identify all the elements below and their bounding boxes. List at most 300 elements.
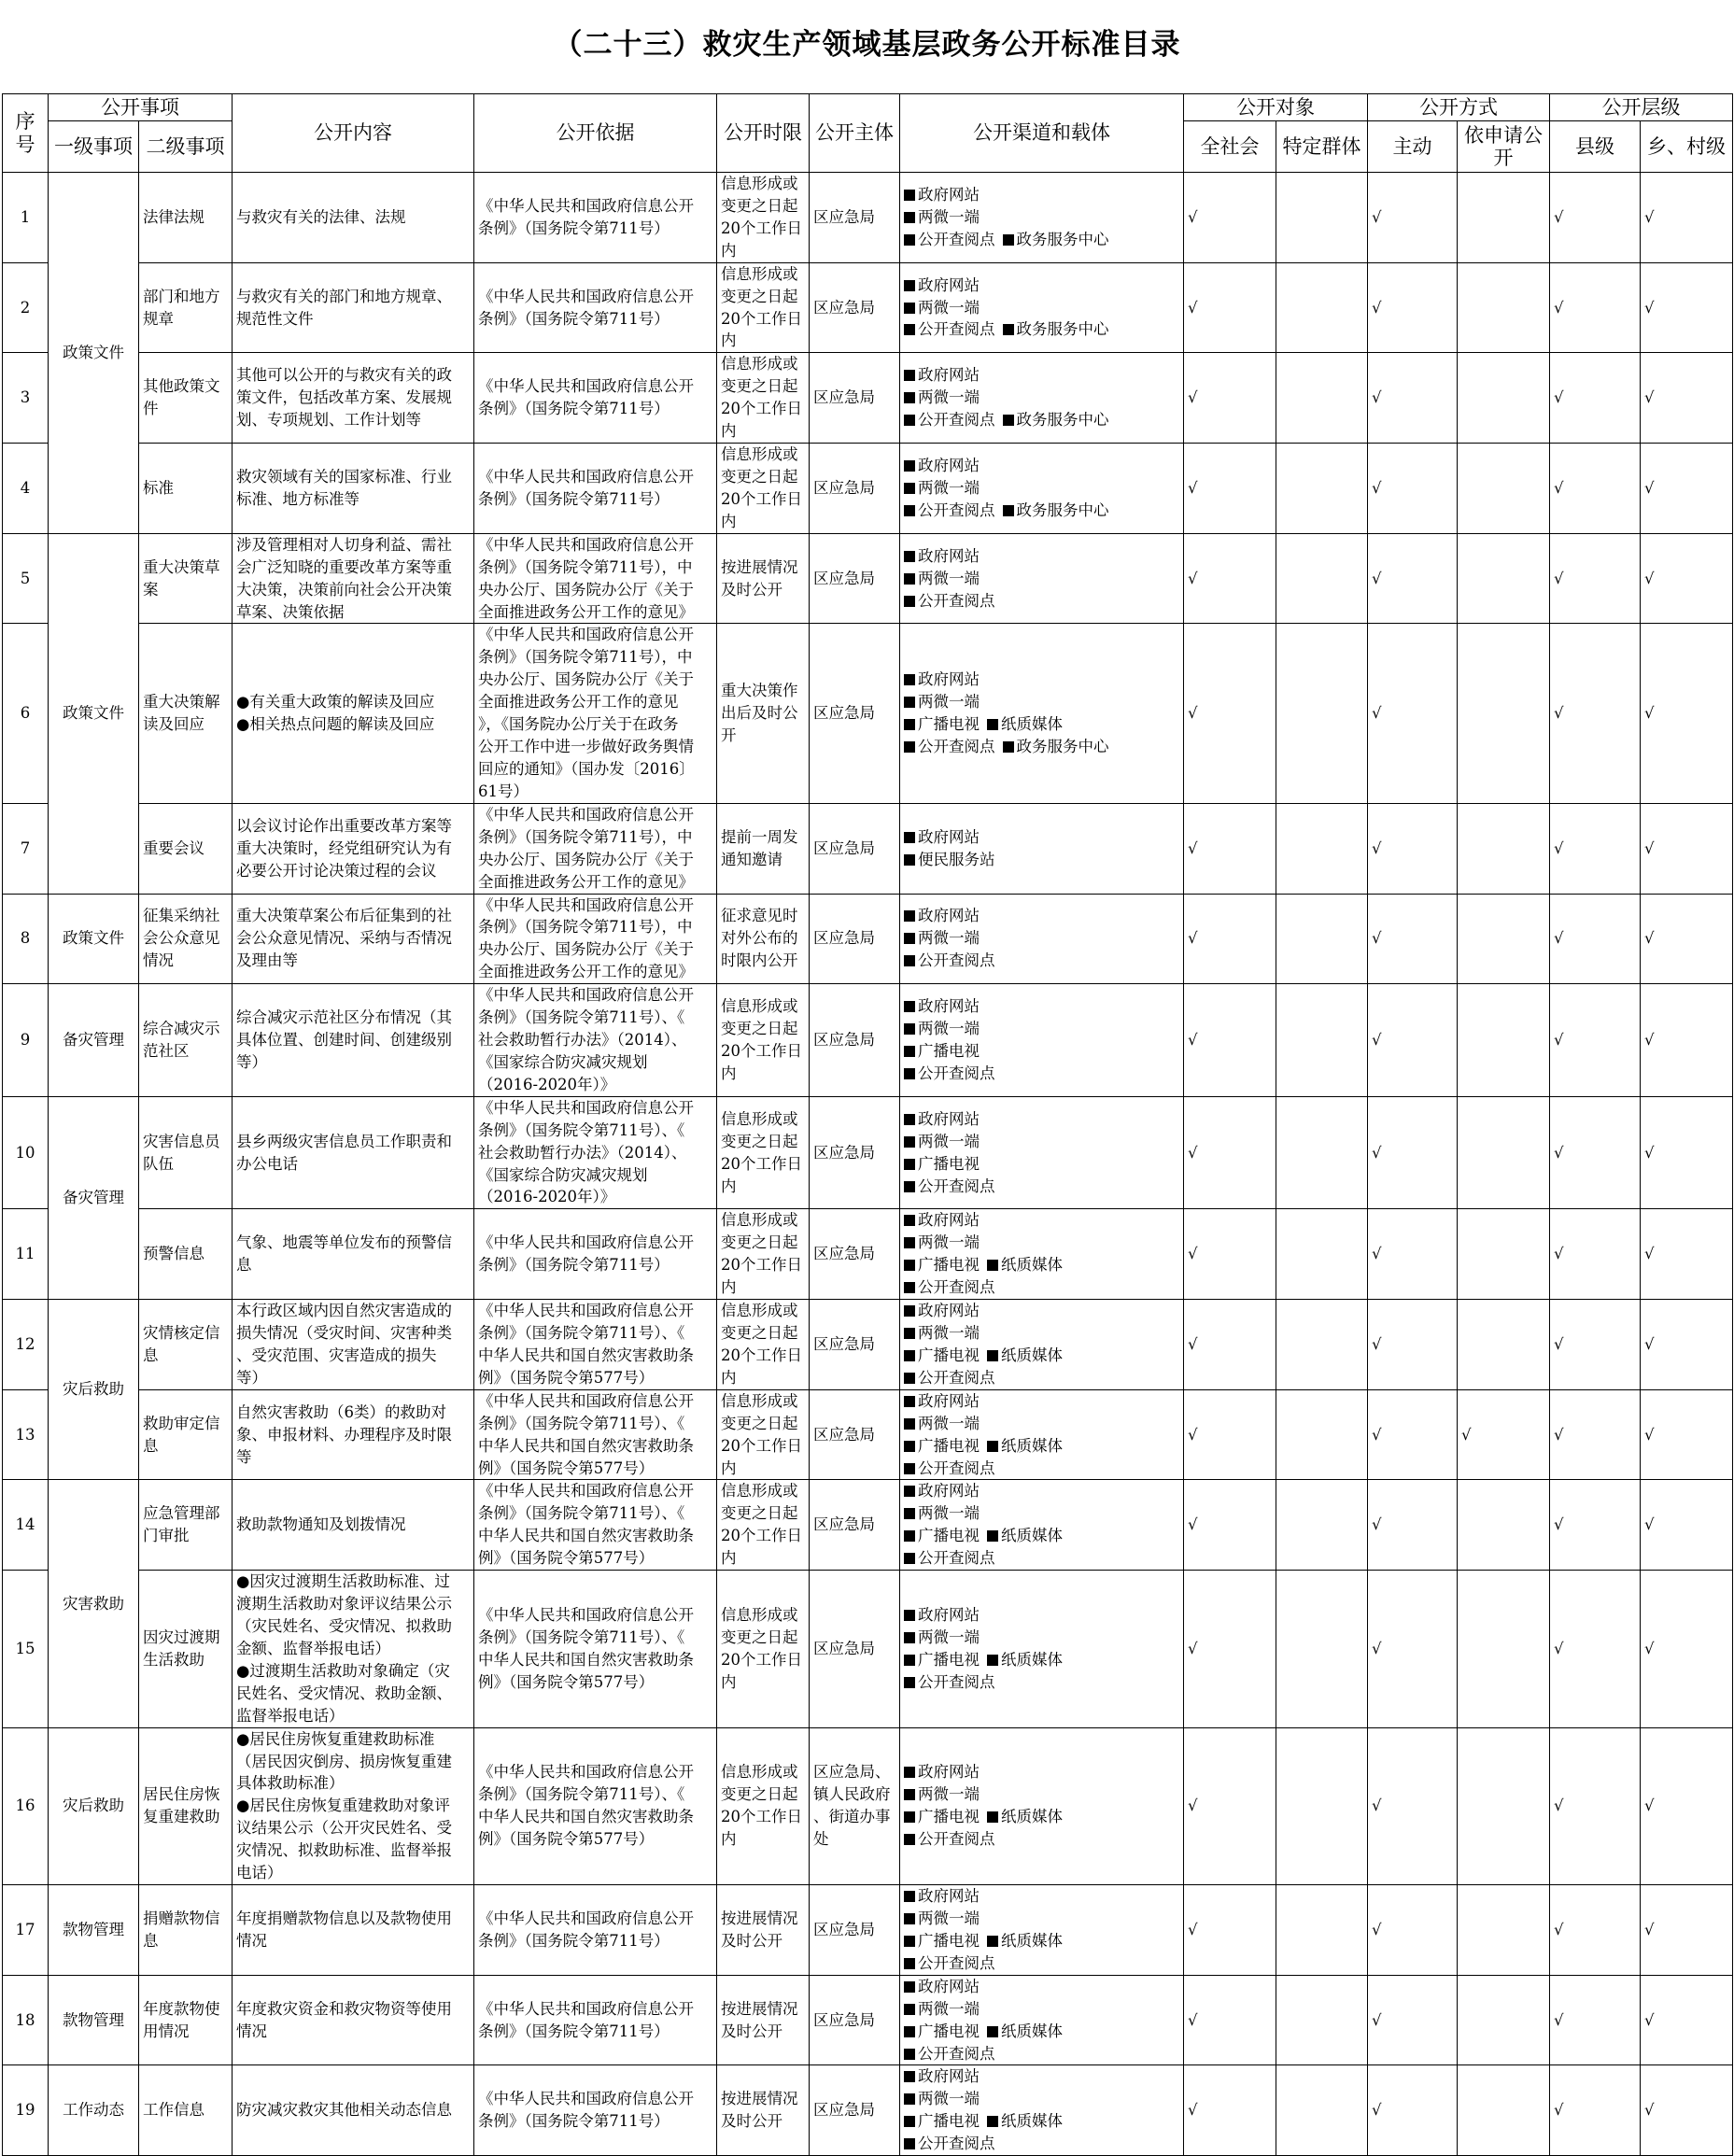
level-town-cell bbox=[1641, 1209, 1733, 1300]
level2-item-line: 案 bbox=[143, 580, 159, 599]
mode-request-cell bbox=[1458, 624, 1550, 803]
disclosure-content bbox=[233, 1885, 474, 1976]
filled-square-icon bbox=[904, 1260, 915, 1271]
filled-square-icon bbox=[904, 1530, 915, 1542]
basis-line: 例》（国务院令第577号） bbox=[478, 1458, 655, 1477]
disclosure-channels bbox=[900, 533, 1184, 624]
channel-line bbox=[904, 1209, 1179, 1232]
content-line: 等 bbox=[236, 1447, 252, 1466]
level-county-check: √ bbox=[1554, 2101, 1564, 2120]
level2-item-line: 重大决策解 bbox=[143, 693, 220, 712]
channel-line bbox=[904, 927, 1179, 950]
mode-active-cell bbox=[1368, 1300, 1458, 1390]
time-line: 信息形成或 bbox=[721, 445, 798, 464]
header-lvl-county: 县级 bbox=[1550, 121, 1641, 173]
level-county-check: √ bbox=[1554, 1639, 1564, 1657]
channel-label: 纸质媒体 bbox=[1001, 1808, 1063, 1826]
mode-active-check: √ bbox=[1372, 298, 1382, 317]
channel-label: 政府网站 bbox=[918, 670, 980, 689]
channel-label: 公开查阅点 bbox=[918, 230, 995, 248]
time-line: 20个工作日 bbox=[721, 1527, 802, 1545]
time-line: 20个工作日 bbox=[721, 1808, 802, 1826]
basis-line: 《中华人民共和国政府信息公开 bbox=[478, 986, 694, 1005]
basis-line: 例》（国务院令第577号） bbox=[478, 1830, 655, 1849]
basis-line: 全面推进政务公开工作的意见》 bbox=[478, 602, 694, 621]
disclosure-basis bbox=[474, 1209, 717, 1300]
mode-request-cell bbox=[1458, 803, 1550, 894]
level-town-cell bbox=[1641, 1389, 1733, 1480]
level-town-cell bbox=[1641, 1975, 1733, 2065]
level2-item-line: 规章 bbox=[143, 309, 174, 328]
level2-item bbox=[139, 353, 233, 444]
filled-square-icon bbox=[904, 483, 915, 494]
object-specific-cell bbox=[1276, 1300, 1368, 1390]
mode-active-cell bbox=[1368, 353, 1458, 444]
level-county-cell bbox=[1550, 1480, 1641, 1571]
mode-active-check: √ bbox=[1372, 1031, 1382, 1050]
filled-square-icon bbox=[904, 1215, 915, 1226]
channel-line bbox=[904, 1525, 1179, 1547]
filled-square-icon bbox=[1003, 234, 1014, 246]
filled-square-icon bbox=[904, 1046, 915, 1057]
basis-line: 条例》（国务院令第711号），中 bbox=[478, 648, 693, 667]
disclosure-content bbox=[233, 1096, 474, 1209]
object-specific-cell bbox=[1276, 2065, 1368, 2156]
disclosure-subject bbox=[810, 1975, 900, 2065]
level-county-check: √ bbox=[1554, 838, 1564, 857]
object-all-cell bbox=[1184, 1727, 1276, 1884]
filled-square-icon bbox=[1003, 324, 1014, 335]
level-town-check: √ bbox=[1644, 929, 1655, 948]
level-county-check: √ bbox=[1554, 1797, 1564, 1815]
channel-label: 公开查阅点 bbox=[918, 411, 995, 430]
disclosure-subject bbox=[810, 1885, 900, 1976]
mode-active-check: √ bbox=[1372, 838, 1382, 857]
channel-line bbox=[904, 1413, 1179, 1435]
level-county-cell bbox=[1550, 1975, 1641, 2065]
disclosure-time-limit bbox=[717, 894, 810, 984]
level2-item-line: 年度款物使 bbox=[143, 1999, 220, 2018]
basis-line: 条例》（国务院令第711号）、《 bbox=[478, 1785, 685, 1804]
object-specific-cell bbox=[1276, 984, 1368, 1097]
channel-label: 公开查阅点 bbox=[918, 591, 995, 610]
time-line: 变更之日起 bbox=[721, 1324, 798, 1343]
content-line: ●因灾过渡期生活救助标准、过 bbox=[236, 1572, 450, 1591]
channel-label: 纸质媒体 bbox=[1001, 1650, 1063, 1669]
channel-line bbox=[904, 275, 1179, 297]
level1-item: 政策文件 bbox=[49, 173, 139, 534]
subject-line: 区应急局 bbox=[813, 929, 875, 948]
level-town-cell bbox=[1641, 984, 1733, 1097]
mode-request-cell bbox=[1458, 1209, 1550, 1300]
filled-square-icon bbox=[904, 1508, 915, 1519]
time-line: 内 bbox=[721, 1177, 737, 1195]
mode-request-cell bbox=[1458, 262, 1550, 353]
time-line: 按进展情况 bbox=[721, 557, 798, 576]
level-county-check: √ bbox=[1554, 704, 1564, 723]
disclosure-channels bbox=[900, 1885, 1184, 1976]
time-line: 20个工作日 bbox=[721, 1650, 802, 1669]
channel-label: 政府网站 bbox=[918, 366, 980, 385]
object-specific-cell bbox=[1276, 353, 1368, 444]
channel-line bbox=[904, 1761, 1179, 1783]
disclosure-basis bbox=[474, 2065, 717, 2156]
content-line: 其他可以公开的与救灾有关的政 bbox=[236, 366, 452, 385]
basis-line: 《中华人民共和国政府信息公开 bbox=[478, 1233, 694, 1252]
object-all-check: √ bbox=[1188, 1245, 1198, 1263]
filled-square-icon bbox=[904, 697, 915, 708]
disclosure-channels bbox=[900, 1389, 1184, 1480]
content-line: 防灾减灾救灾其他相关动态信息 bbox=[236, 2101, 452, 2120]
level2-item-line: 读及回应 bbox=[143, 715, 204, 734]
filled-square-icon bbox=[1003, 505, 1014, 516]
disclosure-basis bbox=[474, 803, 717, 894]
subject-line: 区应急局 bbox=[813, 1334, 875, 1353]
header-no: 序号 bbox=[3, 94, 49, 173]
object-specific-cell bbox=[1276, 894, 1368, 984]
content-line: 等） bbox=[236, 1052, 267, 1071]
level2-item-line: 会公众意见 bbox=[143, 929, 220, 948]
filled-square-icon bbox=[904, 596, 915, 607]
filled-square-icon bbox=[987, 2026, 998, 2037]
header-content: 公开内容 bbox=[233, 94, 474, 173]
channel-line bbox=[904, 2110, 1179, 2133]
subject-line: 区应急局 bbox=[813, 1245, 875, 1263]
level-town-check: √ bbox=[1644, 2101, 1655, 2120]
channel-label: 广播电视 bbox=[918, 1436, 980, 1455]
level-county-check: √ bbox=[1554, 1143, 1564, 1162]
level-town-cell bbox=[1641, 353, 1733, 444]
level2-item-line: 预警信息 bbox=[143, 1245, 204, 1263]
level-county-check: √ bbox=[1554, 478, 1564, 497]
disclosure-subject bbox=[810, 1727, 900, 1884]
basis-line: 条例》（国务院令第711号） bbox=[478, 2112, 670, 2131]
filled-square-icon bbox=[904, 719, 915, 730]
filled-square-icon bbox=[904, 1237, 915, 1248]
time-line: 内 bbox=[721, 1830, 737, 1849]
level2-item-line: 工作信息 bbox=[143, 2101, 204, 2120]
channel-line bbox=[904, 1885, 1179, 1908]
disclosure-time-limit bbox=[717, 533, 810, 624]
time-line: 变更之日起 bbox=[721, 377, 798, 396]
level-county-cell bbox=[1550, 1727, 1641, 1884]
object-all-cell bbox=[1184, 984, 1276, 1097]
channel-label: 政府网站 bbox=[918, 1109, 980, 1128]
object-all-check: √ bbox=[1188, 388, 1198, 407]
header-matters: 公开事项 bbox=[49, 94, 233, 121]
level1-item: 工作动态 bbox=[49, 2065, 139, 2156]
level-county-cell bbox=[1550, 1209, 1641, 1300]
header-mode-active: 主动 bbox=[1368, 121, 1458, 173]
basis-line: （2016-2020年）》 bbox=[478, 1075, 616, 1093]
channel-line bbox=[904, 409, 1179, 431]
basis-line: 例》（国务院令第577号） bbox=[478, 1368, 655, 1387]
disclosure-channels bbox=[900, 2065, 1184, 2156]
channel-line bbox=[904, 1547, 1179, 1570]
filled-square-icon bbox=[1003, 741, 1014, 753]
level1-item: 灾后救助 bbox=[49, 1727, 139, 1884]
disclosure-subject bbox=[810, 803, 900, 894]
disclosure-content bbox=[233, 803, 474, 894]
level2-item bbox=[139, 1480, 233, 1571]
disclosure-content bbox=[233, 262, 474, 353]
disclosure-content bbox=[233, 1975, 474, 2065]
level-town-check: √ bbox=[1644, 838, 1655, 857]
level2-item bbox=[139, 984, 233, 1097]
channel-label: 政府网站 bbox=[918, 907, 980, 925]
object-all-cell bbox=[1184, 1885, 1276, 1976]
content-line: 救助款物通知及划拨情况 bbox=[236, 1515, 406, 1534]
time-line: 信息形成或 bbox=[721, 355, 798, 373]
disclosure-channels bbox=[900, 803, 1184, 894]
disclosure-basis bbox=[474, 353, 717, 444]
channel-line bbox=[904, 1176, 1179, 1198]
filled-square-icon bbox=[904, 1610, 915, 1621]
disclosure-basis bbox=[474, 984, 717, 1097]
basis-line: 央办公厅、国务院办公厅《关于 bbox=[478, 940, 694, 959]
level2-item-line: 门审批 bbox=[143, 1527, 190, 1545]
filled-square-icon bbox=[904, 2004, 915, 2015]
filled-square-icon bbox=[987, 1530, 998, 1542]
level-town-check: √ bbox=[1644, 1425, 1655, 1444]
disclosure-time-limit bbox=[717, 173, 810, 263]
filled-square-icon bbox=[904, 1350, 915, 1361]
row-number: 12 bbox=[3, 1300, 49, 1390]
level2-item-line: 息 bbox=[143, 1346, 159, 1364]
mode-request-check: √ bbox=[1461, 1425, 1472, 1444]
disclosure-subject bbox=[810, 624, 900, 803]
object-specific-cell bbox=[1276, 262, 1368, 353]
basis-line: 条例》（国务院令第711号） bbox=[478, 1256, 670, 1275]
basis-line: 条例》（国务院令第711号） bbox=[478, 2022, 670, 2040]
mode-active-cell bbox=[1368, 1480, 1458, 1571]
channel-line bbox=[904, 568, 1179, 590]
basis-line: 《中华人民共和国政府信息公开 bbox=[478, 377, 694, 396]
level2-item-line: 范社区 bbox=[143, 1041, 190, 1060]
subject-line: 区应急局 bbox=[813, 1639, 875, 1657]
basis-line: 中华人民共和国自然灾害救助条 bbox=[478, 1527, 694, 1545]
subject-line: 区应急局 bbox=[813, 298, 875, 317]
channel-label: 两微一端 bbox=[918, 1909, 980, 1927]
basis-line: 61号） bbox=[478, 782, 529, 800]
row-number: 3 bbox=[3, 353, 49, 444]
content-line: 损失情况（受灾时间、灾害种类 bbox=[236, 1324, 452, 1343]
channel-label: 两微一端 bbox=[918, 1504, 980, 1523]
filled-square-icon bbox=[904, 1981, 915, 1993]
table-row bbox=[3, 173, 1733, 263]
row-number: 18 bbox=[3, 1975, 49, 2065]
basis-line: 条例》（国务院令第711号） bbox=[478, 1931, 670, 1950]
filled-square-icon bbox=[987, 1811, 998, 1823]
basis-line: 《国家综合防灾减灾规划 bbox=[478, 1052, 648, 1071]
level-town-cell bbox=[1641, 1885, 1733, 1976]
time-line: 信息形成或 bbox=[721, 1211, 798, 1230]
filled-square-icon bbox=[987, 1350, 998, 1361]
filled-square-icon bbox=[904, 1114, 915, 1125]
time-line: 信息形成或 bbox=[721, 997, 798, 1016]
object-specific-cell bbox=[1276, 1885, 1368, 1976]
level-county-cell bbox=[1550, 533, 1641, 624]
basis-line: 《中华人民共和国政府信息公开 bbox=[478, 1763, 694, 1782]
filled-square-icon bbox=[904, 1936, 915, 1947]
content-line: 必要公开讨论决策过程的会议 bbox=[236, 861, 437, 880]
content-line: 标准、地方标准等 bbox=[236, 489, 359, 508]
content-line: ●有关重大政策的解读及回应 bbox=[236, 693, 435, 712]
filled-square-icon bbox=[904, 505, 915, 516]
level-town-cell bbox=[1641, 533, 1733, 624]
content-line: 情况 bbox=[236, 2022, 267, 2040]
level-county-cell bbox=[1550, 624, 1641, 803]
channel-line bbox=[904, 1367, 1179, 1389]
disclosure-content bbox=[233, 2065, 474, 2156]
basis-line: 》，《国务院办公厅关于在政务 bbox=[478, 715, 679, 734]
basis-line: 条例》（国务院令第711号）、《 bbox=[478, 1120, 685, 1139]
filled-square-icon bbox=[904, 573, 915, 585]
table-row bbox=[3, 262, 1733, 353]
content-line: 情况 bbox=[236, 1931, 267, 1950]
level2-item bbox=[139, 1096, 233, 1209]
level-town-check: √ bbox=[1644, 388, 1655, 407]
time-line: 20个工作日 bbox=[721, 309, 802, 328]
basis-line: 《中华人民共和国政府信息公开 bbox=[478, 1606, 694, 1625]
level2-item bbox=[139, 1727, 233, 1884]
level2-item-line: 灾情核定信 bbox=[143, 1324, 220, 1343]
level-county-cell bbox=[1550, 1571, 1641, 1727]
channel-label: 广播电视 bbox=[918, 1650, 980, 1669]
mode-request-cell bbox=[1458, 1096, 1550, 1209]
disclosure-basis bbox=[474, 624, 717, 803]
table-row bbox=[3, 1300, 1733, 1390]
channel-label: 政府网站 bbox=[918, 457, 980, 475]
channel-label: 政务服务中心 bbox=[1016, 738, 1109, 756]
header-obj-specific: 特定群体 bbox=[1276, 121, 1368, 173]
channel-label: 广播电视 bbox=[918, 2112, 980, 2131]
mode-active-check: √ bbox=[1372, 2010, 1382, 2029]
channel-label: 纸质媒体 bbox=[1001, 1346, 1063, 1364]
mode-active-check: √ bbox=[1372, 388, 1382, 407]
filled-square-icon bbox=[904, 2026, 915, 2037]
channel-label: 纸质媒体 bbox=[1001, 715, 1063, 734]
channel-label: 广播电视 bbox=[918, 1154, 980, 1173]
mode-request-cell bbox=[1458, 1480, 1550, 1571]
channel-label: 纸质媒体 bbox=[1001, 2022, 1063, 2040]
disclosure-basis bbox=[474, 1300, 717, 1390]
channel-line bbox=[904, 545, 1179, 568]
object-all-check: √ bbox=[1188, 1143, 1198, 1162]
disclosure-channels bbox=[900, 1975, 1184, 2065]
basis-line: 条例》（国务院令第711号） bbox=[478, 489, 670, 508]
level1-item: 政策文件 bbox=[49, 533, 139, 894]
object-specific-cell bbox=[1276, 624, 1368, 803]
header-subject: 公开主体 bbox=[810, 94, 900, 173]
channel-line bbox=[904, 2065, 1179, 2088]
level-town-check: √ bbox=[1644, 298, 1655, 317]
level2-item-line: 生活救助 bbox=[143, 1650, 204, 1669]
header-time: 公开时限 bbox=[717, 94, 810, 173]
level2-item-line: 部门和地方 bbox=[143, 287, 220, 305]
channel-label: 两微一端 bbox=[918, 1233, 980, 1252]
level2-item bbox=[139, 1209, 233, 1300]
channel-line bbox=[904, 1930, 1179, 1952]
table-row bbox=[3, 894, 1733, 984]
content-line: 重大决策草案公布后征集到的社 bbox=[236, 907, 452, 925]
filled-square-icon bbox=[904, 1811, 915, 1823]
disclosure-channels bbox=[900, 444, 1184, 534]
level2-item-line: 救助审定信 bbox=[143, 1414, 220, 1432]
content-line: 与救灾有关的部门和地方规章、 bbox=[236, 287, 452, 305]
level-town-check: √ bbox=[1644, 1639, 1655, 1657]
channel-label: 两微一端 bbox=[918, 1020, 980, 1038]
disclosure-time-limit bbox=[717, 444, 810, 534]
filled-square-icon bbox=[904, 1486, 915, 1497]
channel-label: 公开查阅点 bbox=[918, 2135, 995, 2153]
filled-square-icon bbox=[904, 1305, 915, 1317]
content-line: ●居民住房恢复重建救助标准 bbox=[236, 1729, 435, 1748]
table-row bbox=[3, 1571, 1733, 1727]
filled-square-icon bbox=[904, 674, 915, 685]
level-town-cell bbox=[1641, 1571, 1733, 1727]
channel-label: 政府网站 bbox=[918, 1763, 980, 1782]
filled-square-icon bbox=[904, 212, 915, 223]
filled-square-icon bbox=[987, 719, 998, 730]
row-number: 8 bbox=[3, 894, 49, 984]
document-title: （二十三）救灾生产领域基层政务公开标准目录 bbox=[553, 28, 1181, 62]
table-row bbox=[3, 1389, 1733, 1480]
disclosure-time-limit bbox=[717, 353, 810, 444]
mode-active-cell bbox=[1368, 1975, 1458, 2065]
filled-square-icon bbox=[904, 460, 915, 472]
object-all-check: √ bbox=[1188, 478, 1198, 497]
channel-label: 两微一端 bbox=[918, 929, 980, 948]
level-county-check: √ bbox=[1554, 1515, 1564, 1534]
subject-line: 区应急局 bbox=[813, 388, 875, 407]
filled-square-icon bbox=[904, 1023, 915, 1035]
subject-line: 区应急局 bbox=[813, 2101, 875, 2120]
mode-active-check: √ bbox=[1372, 929, 1382, 948]
time-line: 内 bbox=[721, 1368, 737, 1387]
level-town-check: √ bbox=[1644, 478, 1655, 497]
mode-active-check: √ bbox=[1372, 1515, 1382, 1534]
object-all-check: √ bbox=[1188, 1031, 1198, 1050]
level2-item-line: 征集采纳社 bbox=[143, 907, 220, 925]
disclosure-basis bbox=[474, 262, 717, 353]
mode-active-cell bbox=[1368, 262, 1458, 353]
channel-label: 广播电视 bbox=[918, 1808, 980, 1826]
time-line: 开 bbox=[721, 726, 737, 745]
level-town-cell bbox=[1641, 803, 1733, 894]
time-line: 及时公开 bbox=[721, 580, 782, 599]
time-line: 20个工作日 bbox=[721, 1154, 802, 1173]
disclosure-subject bbox=[810, 262, 900, 353]
basis-line: 中华人民共和国自然灾害救助条 bbox=[478, 1650, 694, 1669]
level2-item-line: 灾害信息员 bbox=[143, 1132, 220, 1150]
channel-label: 两微一端 bbox=[918, 1132, 980, 1150]
content-line: 救灾领域有关的国家标准、行业 bbox=[236, 467, 452, 486]
disclosure-subject bbox=[810, 1389, 900, 1480]
channel-line bbox=[904, 1952, 1179, 1975]
channel-label: 公开查阅点 bbox=[918, 1672, 995, 1691]
mode-active-cell bbox=[1368, 1389, 1458, 1480]
level-town-check: √ bbox=[1644, 1515, 1655, 1534]
filled-square-icon bbox=[904, 190, 915, 201]
disclosure-time-limit bbox=[717, 262, 810, 353]
time-line: 征求意见时 bbox=[721, 907, 798, 925]
row-number: 10 bbox=[3, 1096, 49, 1209]
object-all-check: √ bbox=[1188, 207, 1198, 226]
level-county-cell bbox=[1550, 353, 1641, 444]
time-line: 按进展情况 bbox=[721, 2090, 798, 2108]
channel-label: 政府网站 bbox=[918, 997, 980, 1016]
